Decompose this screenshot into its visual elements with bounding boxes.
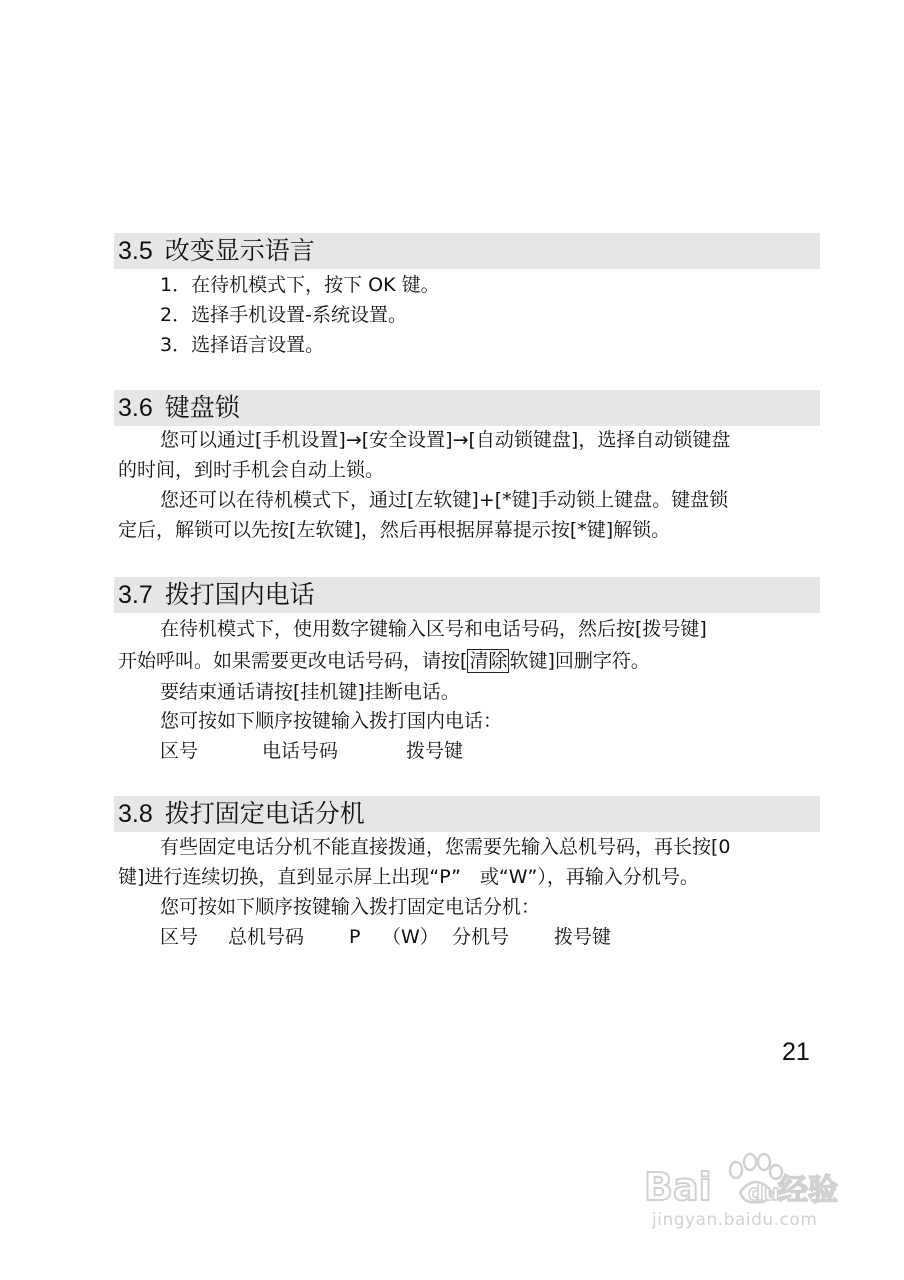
section-number: 3.6 [118,394,153,422]
paragraph-line: 您可以通过[手机设置]→[安全设置]→[自动锁键盘]，选择自动锁键盘 [160,429,731,451]
paragraph-line: 要结束通话请按[挂机键]挂断电话。 [160,681,460,703]
svg-text:du: du [748,1181,780,1206]
step-line: 2．选择手机设置-系统设置。 [160,304,407,326]
paragraph-line: 您还可以在待机模式下，通过[左软键]+[*键]手动锁上键盘。键盘锁 [160,489,729,511]
step-line: 3．选择语言设置。 [160,334,325,356]
baidu-paw-logo-icon [644,1148,844,1208]
section-heading: 键盘锁 [164,393,240,422]
section-heading: 拨打国内电话 [164,580,315,609]
baidu-jingyan-watermark [644,1148,844,1248]
paragraph-line: 键]进行连续切换，直到显示屏上出现“P” 或“W”），再输入分机号。 [118,866,699,888]
key-sequence [0,736,904,766]
sequence-item: 总机号码 [228,926,305,948]
watermark-url: jingyan.baidu.com [652,1210,818,1230]
step-line: 1．在待机模式下，按下 OK 键。 [160,274,440,296]
section-title-3-8 [118,796,365,832]
svg-text:Bai: Bai [644,1165,712,1208]
page-number: 21 [782,1038,810,1066]
sequence-item: 电话号码 [262,740,339,762]
key-sequence [0,922,904,952]
section-title-3-5 [118,233,315,269]
text-segment: 软键]回删字符。 [509,650,650,672]
sequence-item: 区号 [160,926,199,948]
section-number: 3.7 [118,581,153,609]
paragraph-line: 您可按如下顺序按键输入拨打固定电话分机： [160,896,541,918]
sequence-item: 分机号 [452,926,510,948]
sequence-item: （W） [382,926,439,948]
paragraph-line [118,646,650,676]
paragraph-line: 的时间，到时手机会自动上锁。 [118,459,385,481]
paragraph-line: 您可按如下顺序按键输入拨打国内电话： [160,710,503,732]
section-heading: 改变显示语言 [164,236,315,265]
sequence-item: 区号 [160,740,199,762]
section-number: 3.5 [118,237,153,265]
text-segment: 开始呼叫。如果需要更改电话号码，请按[ [118,650,468,672]
svg-text:经验: 经验 [778,1173,838,1208]
paragraph-line: 定后，解锁可以先按[左软键]，然后再根据屏幕提示按[*键]解锁。 [118,519,671,541]
section-number: 3.8 [118,800,153,828]
boxed-softkey-label: 清除 [469,650,508,672]
sequence-item: P [349,926,361,948]
sequence-item: 拨号键 [554,926,612,948]
paragraph-line: 在待机模式下，使用数字键输入区号和电话号码，然后按[拨号键] [160,618,707,640]
section-title-3-6 [118,390,240,426]
section-heading: 拨打固定电话分机 [164,799,365,828]
section-title-3-7 [118,577,315,613]
paragraph-line: 有些固定电话分机不能直接拨通，您需要先输入总机号码，再长按[0 [160,836,731,858]
sequence-item: 拨号键 [406,740,464,762]
